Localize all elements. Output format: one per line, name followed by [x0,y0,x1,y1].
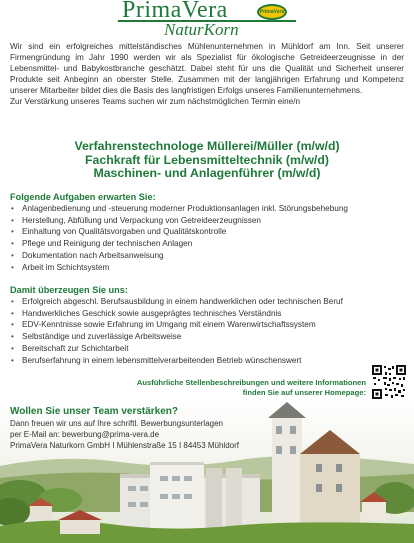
tasks-heading: Folgende Aufgaben erwarten Sie: [10,192,156,202]
more-info-line-2: finden Sie auf unserer Homepage: [242,388,366,397]
cta-address-line: PrimaVera Naturkorn GmbH I Mühlenstraße 15 I 84453 Mühldorf [10,441,239,450]
profile-heading: Damit überzeugen Sie uns: [10,285,128,295]
header [0,0,414,40]
intro-search-line: Zur Verstärkung unseres Teams suchen wir zum nächstmöglichen Termin eine/n [10,96,301,106]
list-item: • Arbeit im Schichtsystem [10,262,410,274]
intro-text [10,42,404,107]
more-info-line-1: Ausführliche Stellenbeschreibungen und weitere Informationen [136,378,366,387]
cta-line-1: Dann freuen wir uns auf Ihre schriftl. Bewerbungsunterlagen [10,419,224,428]
logo-badge-icon: PrimaVera [257,4,287,20]
list-item: • Anlagenbedienung und -steuerung moderner Produktionsanlagen inkl. Störungsbehebung [10,203,410,215]
profile-list [10,296,410,366]
tasks-list [10,203,410,273]
cta-email-line[interactable]: per E-Mail an: bewerbung@prima-vera.de [10,430,160,439]
intro-paragraph: Wir sind ein erfolgreiches mittelständisches Mühlenunternehmen in Mühldorf am Inn. Seit unserer Firmengründung im Jahr 1990 werden wir als Spezialist für ökologische Getreideerzeugnisse in der Lebensmittel- und Babykostbranche geschätzt. Dabei steht für uns die Qualität und Sicherheit unserer Produkte seit Anbeginn an oberster Stelle. Zusammen mit der langjährigen Erfahrung und Kompetenz unserer Mitarbeiter bildet dies die Basis des langfristigen Erfolgs unseres Familienunternehmens. [10,42,404,95]
list-item: • Erfolgreich abgeschl. Berufsausbildung in einem handwerklichen oder technischen Beruf [10,296,410,308]
more-info [120,378,366,398]
logo-brand: PrimaVera [122,0,228,23]
job-title-2: Fachkraft für Lebensmitteltechnik (m/w/d) [85,152,329,167]
list-item: • Berufserfahrung in einem lebensmittelverarbeitenden Betrieb wünschenswert [10,355,410,367]
list-item: • Bereitschaft zur Schichtarbeit [10,343,410,355]
call-to-action [0,402,240,457]
list-item: • Herstellung, Abfüllung und Verpackung von Getreideerzeugnissen [10,215,410,227]
logo-subbrand: NaturKorn [164,20,239,39]
qr-code-icon[interactable] [371,364,407,400]
list-item: • Pflege und Reinigung der technischen Anlagen [10,238,410,250]
job-title-1: Verfahrenstechnologe Müllerei/Müller (m/w/d) [74,139,340,153]
cta-title: Wollen Sie unser Team verstärken? [10,406,179,417]
list-item: • Selbständige und zuverlässige Arbeitsweise [10,331,410,343]
job-title-3: Maschinen- und Anlagenführer (m/w/d) [93,166,321,180]
list-item: • Handwerkliches Geschick sowie ausgeprägtes technisches Verständnis [10,308,410,320]
job-titles [0,140,414,181]
list-item: • Einhaltung von Qualitätsvorgaben und Qualitätskontrolle [10,226,410,238]
list-item: • EDV-Kenntnisse sowie Erfahrung im Umgang mit einem Warenwirtschaftssystem [10,319,410,331]
list-item: • Dokumentation nach Arbeitsanweisung [10,250,410,262]
